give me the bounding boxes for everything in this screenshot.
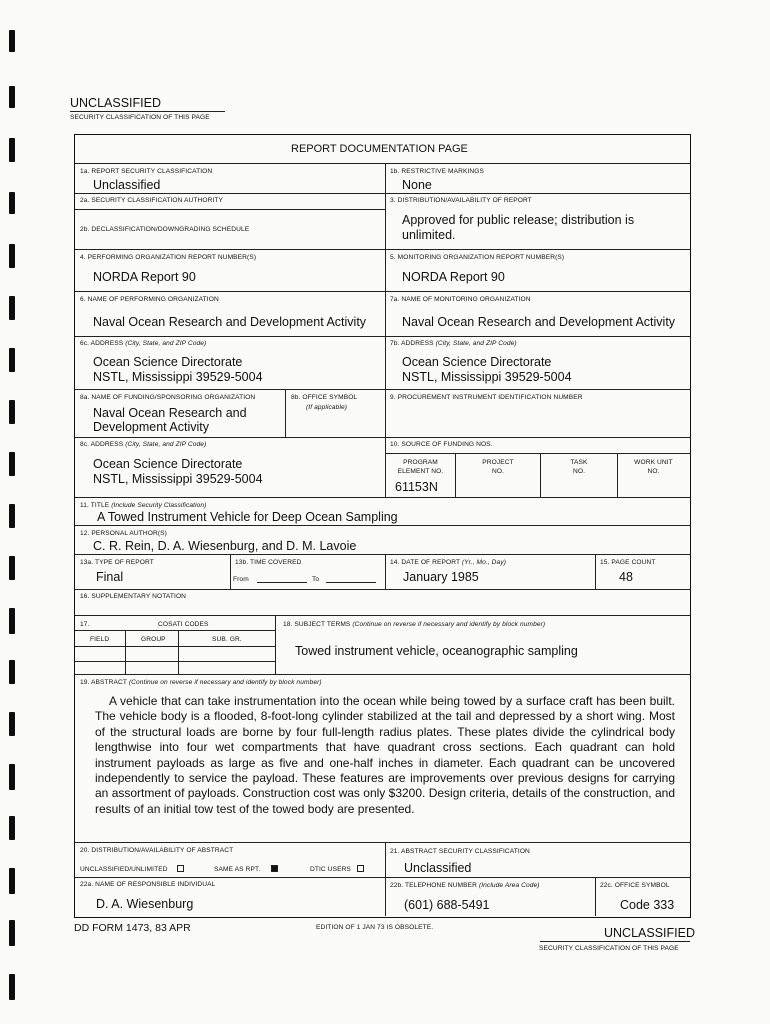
field-21-value: Unclassified bbox=[404, 861, 472, 875]
field-21-label: 21. ABSTRACT SECURITY CLASSIFICATION bbox=[390, 848, 530, 855]
field-13b-to: To bbox=[312, 576, 320, 583]
field-8a-line2: Development Activity bbox=[93, 420, 210, 434]
field-20-opt-same-as-rpt: SAME AS RPT. bbox=[214, 866, 261, 873]
field-1b-value: None bbox=[402, 178, 432, 192]
field-13b-from: From bbox=[233, 576, 249, 583]
field-22c-value: Code 333 bbox=[620, 898, 675, 912]
footer-classification-caption: SECURITY CLASSIFICATION OF THIS PAGE bbox=[539, 945, 679, 952]
field-11-value: A Towed Instrument Vehicle for Deep Ocean Sampling bbox=[97, 510, 398, 524]
field-12-value: C. R. Rein, D. A. Wiesenburg, and D. M. Lavoie bbox=[93, 539, 357, 553]
field-22a-value: D. A. Wiesenburg bbox=[96, 897, 194, 911]
field-6c-line1: Ocean Science Directorate bbox=[93, 355, 243, 369]
field-17-col-subgroup: SUB. GR. bbox=[212, 636, 242, 643]
field-18-value: Towed instrument vehicle, oceanographic sampling bbox=[295, 644, 578, 658]
field-13a-value: Final bbox=[96, 570, 124, 584]
field-4-label: 4. PERFORMING ORGANIZATION REPORT NUMBER(S) bbox=[80, 254, 257, 261]
field-8b-label: 8b. OFFICE SYMBOL bbox=[291, 394, 358, 401]
field-1b-label: 1b. RESTRICTIVE MARKINGS bbox=[390, 168, 484, 175]
field-2b-label: 2b. DECLASSIFICATION/DOWNGRADING SCHEDULE bbox=[80, 226, 250, 233]
checkbox-dtic-users[interactable] bbox=[357, 865, 364, 872]
field-7a-label: 7a. NAME OF MONITORING ORGANIZATION bbox=[390, 296, 531, 303]
footer-form-id: DD FORM 1473, 83 APR bbox=[74, 922, 191, 934]
field-15-value: 48 bbox=[619, 570, 633, 584]
field-10-project-header: PROJECT NO. bbox=[482, 459, 514, 475]
field-6-label: 6. NAME OF PERFORMING ORGANIZATION bbox=[80, 296, 219, 303]
field-3-label: 3. DISTRIBUTION/AVAILABILITY OF REPORT bbox=[390, 197, 532, 204]
footer-edition: EDITION OF 1 JAN 73 IS OBSOLETE. bbox=[316, 924, 434, 931]
field-1a-value: Unclassified bbox=[93, 178, 161, 192]
checkbox-same-as-rpt[interactable] bbox=[271, 865, 278, 872]
field-9-label: 9. PROCUREMENT INSTRUMENT IDENTIFICATION NUMBER bbox=[390, 394, 583, 401]
field-20-opt-unclassified: UNCLASSIFIED/UNLIMITED bbox=[80, 866, 168, 873]
abstract-text: A vehicle that can take instrumentation into the ocean while being towed by a surface craft has been built. The vehicle body is a flooded, 8-foot-long cylinder stabilized at the tail and depressed by a short wing. Most of the structural loads are borne by four full-length radius plates. These plates divide the cylindrical body lengthwise into four wet compartments that have quadrant cross sections. Each quadrant can hold instrument payloads as large as five and one-half inches in diameter. Each quadrant can be uncovered independently to service the payload. These features are improvements over previous designs for carrying an assortment of payloads. Construction cost was only $3200. Design criteria, details of the construction, and results of an initial tow test of the towed body are presented. bbox=[95, 694, 675, 816]
field-22a-label: 22a. NAME OF RESPONSIBLE INDIVIDUAL bbox=[80, 881, 216, 888]
footer-classification: UNCLASSIFIED bbox=[604, 926, 695, 940]
field-18-label: 18. SUBJECT TERMS (Continue on reverse if necessary and identify by block number) bbox=[283, 621, 546, 628]
field-10-task-header: TASK NO. bbox=[570, 459, 588, 475]
field-12-label: 12. PERSONAL AUTHOR(S) bbox=[80, 530, 167, 537]
header-classification: UNCLASSIFIED bbox=[70, 96, 161, 110]
field-8a-label: 8a. NAME OF FUNDING/SPONSORING ORGANIZATION bbox=[80, 394, 256, 401]
field-3-value-line2: unlimited. bbox=[402, 228, 456, 242]
field-6-value: Naval Ocean Research and Development Activity bbox=[93, 315, 367, 329]
field-8c-line2: NSTL, Mississippi 39529-5004 bbox=[93, 472, 263, 486]
field-5-label: 5. MONITORING ORGANIZATION REPORT NUMBER(S) bbox=[390, 254, 565, 261]
field-6c-line2: NSTL, Mississippi 39529-5004 bbox=[93, 370, 263, 384]
field-10-program-value: 61153N bbox=[395, 480, 438, 494]
field-22b-label: 22b. TELEPHONE NUMBER (Include Area Code) bbox=[390, 882, 540, 889]
field-16-label: 16. SUPPLEMENTARY NOTATION bbox=[80, 593, 187, 600]
field-22c-label: 22c. OFFICE SYMBOL bbox=[600, 882, 670, 889]
field-19-label: 19. ABSTRACT (Continue on reverse if necessary and identify by block number) bbox=[80, 679, 322, 686]
field-13b-label: 13b. TIME COVERED bbox=[235, 559, 302, 566]
field-13a-label: 13a. TYPE OF REPORT bbox=[80, 559, 154, 566]
field-17-col-field: FIELD bbox=[90, 636, 110, 643]
field-22b-value: (601) 688-5491 bbox=[404, 898, 490, 912]
field-20-opt-dtic-users: DTIC USERS bbox=[310, 866, 351, 873]
field-17-col-group: GROUP bbox=[141, 636, 166, 643]
field-7b-line1: Ocean Science Directorate bbox=[402, 355, 552, 369]
field-10-program-header: PROGRAM ELEMENT NO. bbox=[397, 459, 444, 475]
field-14-label: 14. DATE OF REPORT (Yr., Mo., Day) bbox=[390, 559, 507, 566]
field-17-label: 17. bbox=[80, 621, 90, 628]
field-8c-label: 8c. ADDRESS (City, State, and ZIP Code) bbox=[80, 441, 207, 448]
field-7b-line2: NSTL, Mississippi 39529-5004 bbox=[402, 370, 572, 384]
field-10-label: 10. SOURCE OF FUNDING NOS. bbox=[390, 441, 493, 448]
field-20-label: 20. DISTRIBUTION/AVAILABILITY OF ABSTRACT bbox=[80, 847, 234, 854]
field-8b-sub: (If applicable) bbox=[306, 404, 348, 411]
field-4-value: NORDA Report 90 bbox=[93, 270, 196, 284]
field-14-value: January 1985 bbox=[403, 570, 479, 584]
form-title: REPORT DOCUMENTATION PAGE bbox=[291, 143, 468, 155]
field-8a-line1: Naval Ocean Research and bbox=[93, 406, 247, 420]
field-3-value-line1: Approved for public release; distribution is bbox=[402, 213, 635, 227]
field-2a-label: 2a. SECURITY CLASSIFICATION AUTHORITY bbox=[80, 197, 224, 204]
field-10-work-unit-header: WORK UNIT NO. bbox=[634, 459, 673, 475]
field-7b-label: 7b. ADDRESS (City, State, and ZIP Code) bbox=[390, 340, 517, 347]
field-17-title: COSATI CODES bbox=[158, 621, 209, 628]
checkbox-unclassified-unlimited[interactable] bbox=[177, 865, 184, 872]
field-7a-value: Naval Ocean Research and Development Activity bbox=[402, 315, 676, 329]
field-8c-line1: Ocean Science Directorate bbox=[93, 457, 243, 471]
field-11-label: 11. TITLE (Include Security Classification) bbox=[80, 502, 207, 509]
field-15-label: 15. PAGE COUNT bbox=[600, 559, 656, 566]
field-1a-label: 1a. REPORT SECURITY CLASSIFICATION bbox=[80, 168, 213, 175]
header-classification-caption: SECURITY CLASSIFICATION OF THIS PAGE bbox=[70, 114, 210, 121]
field-5-value: NORDA Report 90 bbox=[402, 270, 505, 284]
field-6c-label: 6c. ADDRESS (City, State, and ZIP Code) bbox=[80, 340, 207, 347]
